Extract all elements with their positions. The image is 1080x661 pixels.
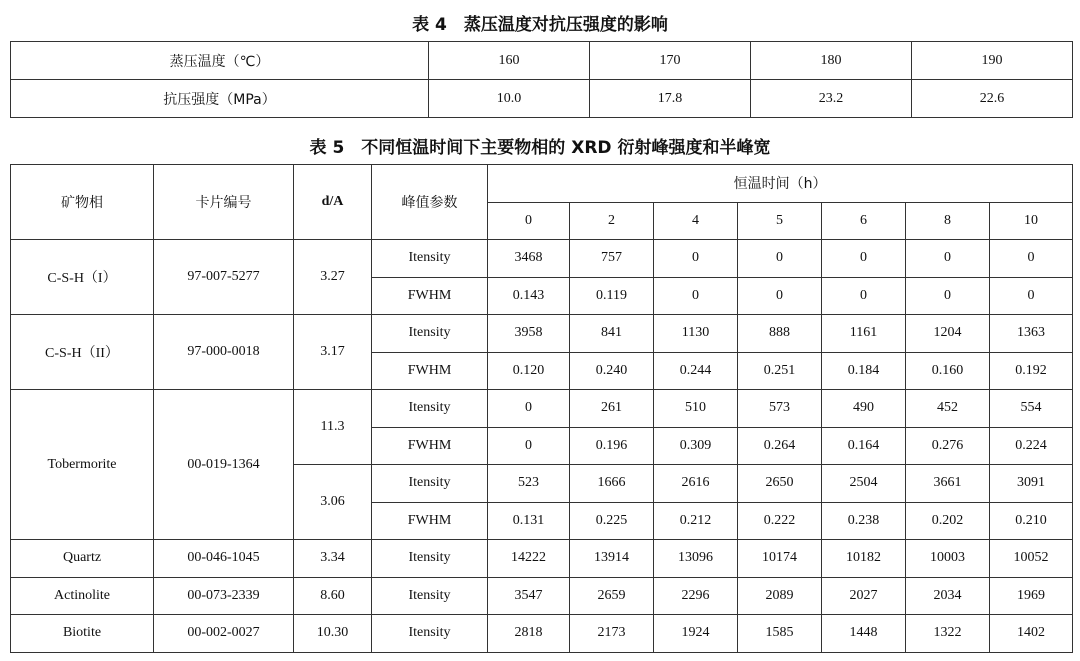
phase-header: 矿物相 — [11, 165, 154, 240]
value-cell: 10182 — [822, 540, 906, 578]
value-cell: 0.120 — [488, 352, 570, 390]
temperature-cell: 170 — [590, 42, 751, 80]
d-spacing-cell: 3.06 — [294, 465, 372, 540]
value-cell: 0 — [906, 240, 990, 278]
value-cell: 0.131 — [488, 502, 570, 540]
temperature-cell: 180 — [751, 42, 912, 80]
value-cell: 0 — [822, 240, 906, 278]
value-cell: 0.240 — [570, 352, 654, 390]
value-cell: 1448 — [822, 615, 906, 653]
value-cell: 490 — [822, 390, 906, 428]
strength-label: 抗压强度（MPa） — [11, 80, 429, 118]
peak-parameter-header: 峰值参数 — [372, 165, 488, 240]
value-cell: 0.210 — [990, 502, 1073, 540]
value-cell: 1322 — [906, 615, 990, 653]
table5-header-row — [11, 165, 1073, 203]
table-row — [11, 577, 1073, 615]
table4-autoclave-temperature — [10, 41, 1073, 118]
value-cell: 0 — [488, 390, 570, 428]
value-cell: 1585 — [738, 615, 822, 653]
peak-parameter-cell: Itensity — [372, 615, 488, 653]
value-cell: 1204 — [906, 315, 990, 353]
table-row — [11, 390, 1073, 428]
d-spacing-cell: 3.34 — [294, 540, 372, 578]
hour-header: 0 — [488, 202, 570, 240]
value-cell: 14222 — [488, 540, 570, 578]
value-cell: 0 — [738, 240, 822, 278]
peak-parameter-cell: FWHM — [372, 502, 488, 540]
card-number-cell: 97-007-5277 — [154, 240, 294, 315]
value-cell: 0.202 — [906, 502, 990, 540]
card-number-header: 卡片编号 — [154, 165, 294, 240]
peak-parameter-cell: Itensity — [372, 315, 488, 353]
value-cell: 0.196 — [570, 427, 654, 465]
value-cell: 0 — [488, 427, 570, 465]
value-cell: 13914 — [570, 540, 654, 578]
strength-cell: 23.2 — [751, 80, 912, 118]
table5-caption: 表 5 不同恒温时间下主要物相的 XRD 衍射峰强度和半峰宽 — [309, 138, 771, 158]
value-cell: 2650 — [738, 465, 822, 503]
strength-cell: 10.0 — [429, 80, 590, 118]
value-cell: 0.164 — [822, 427, 906, 465]
value-cell: 1666 — [570, 465, 654, 503]
phase-name-cell: Tobermorite — [11, 390, 154, 540]
value-cell: 0.238 — [822, 502, 906, 540]
peak-parameter-cell: FWHM — [372, 277, 488, 315]
d-spacing-header: d/A — [294, 165, 372, 240]
value-cell: 3547 — [488, 577, 570, 615]
value-cell: 10174 — [738, 540, 822, 578]
value-cell: 10052 — [990, 540, 1073, 578]
value-cell: 1363 — [990, 315, 1073, 353]
phase-name-cell: C-S-H（I） — [11, 240, 154, 315]
peak-parameter-cell: Itensity — [372, 390, 488, 428]
value-cell: 2818 — [488, 615, 570, 653]
hour-header: 6 — [822, 202, 906, 240]
value-cell: 1924 — [654, 615, 738, 653]
value-cell: 888 — [738, 315, 822, 353]
peak-parameter-cell: Itensity — [372, 465, 488, 503]
hour-header: 4 — [654, 202, 738, 240]
card-number-cell: 00-073-2339 — [154, 577, 294, 615]
table-row — [11, 240, 1073, 278]
d-spacing-cell: 8.60 — [294, 577, 372, 615]
value-cell: 0 — [822, 277, 906, 315]
value-cell: 2034 — [906, 577, 990, 615]
value-cell: 0.212 — [654, 502, 738, 540]
value-cell: 0.225 — [570, 502, 654, 540]
card-number-cell: 00-046-1045 — [154, 540, 294, 578]
phase-name-cell: Biotite — [11, 615, 154, 653]
d-spacing-cell: 11.3 — [294, 390, 372, 465]
strength-cell: 17.8 — [590, 80, 751, 118]
d-spacing-cell: 10.30 — [294, 615, 372, 653]
value-cell: 2173 — [570, 615, 654, 653]
table4-strength-row — [11, 80, 1073, 118]
value-cell: 0.143 — [488, 277, 570, 315]
value-cell: 10003 — [906, 540, 990, 578]
value-cell: 13096 — [654, 540, 738, 578]
value-cell: 0 — [990, 277, 1073, 315]
value-cell: 0 — [906, 277, 990, 315]
value-cell: 554 — [990, 390, 1073, 428]
value-cell: 0.244 — [654, 352, 738, 390]
value-cell: 0.160 — [906, 352, 990, 390]
value-cell: 0 — [654, 277, 738, 315]
value-cell: 0.222 — [738, 502, 822, 540]
strength-cell: 22.6 — [912, 80, 1073, 118]
card-number-cell: 00-002-0027 — [154, 615, 294, 653]
temperature-cell: 160 — [429, 42, 590, 80]
value-cell: 261 — [570, 390, 654, 428]
value-cell: 0.309 — [654, 427, 738, 465]
value-cell: 3091 — [990, 465, 1073, 503]
value-cell: 452 — [906, 390, 990, 428]
value-cell: 2296 — [654, 577, 738, 615]
value-cell: 3468 — [488, 240, 570, 278]
value-cell: 0.251 — [738, 352, 822, 390]
table-row — [11, 540, 1073, 578]
value-cell: 0 — [990, 240, 1073, 278]
hour-header: 2 — [570, 202, 654, 240]
phase-name-cell: C-S-H（II） — [11, 315, 154, 390]
d-spacing-cell: 3.17 — [294, 315, 372, 390]
value-cell: 2659 — [570, 577, 654, 615]
peak-parameter-cell: FWHM — [372, 352, 488, 390]
value-cell: 573 — [738, 390, 822, 428]
phase-name-cell: Quartz — [11, 540, 154, 578]
value-cell: 0.224 — [990, 427, 1073, 465]
hour-header: 10 — [990, 202, 1073, 240]
temperature-label: 蒸压温度（℃） — [11, 42, 429, 80]
value-cell: 757 — [570, 240, 654, 278]
value-cell: 1402 — [990, 615, 1073, 653]
value-cell: 2504 — [822, 465, 906, 503]
card-number-cell: 97-000-0018 — [154, 315, 294, 390]
table4-temperature-row — [11, 42, 1073, 80]
value-cell: 0 — [738, 277, 822, 315]
value-cell: 3958 — [488, 315, 570, 353]
d-spacing-cell: 3.27 — [294, 240, 372, 315]
hour-header: 8 — [906, 202, 990, 240]
table5-xrd-peaks — [10, 164, 1073, 653]
value-cell: 841 — [570, 315, 654, 353]
value-cell: 0 — [654, 240, 738, 278]
value-cell: 510 — [654, 390, 738, 428]
card-number-cell: 00-019-1364 — [154, 390, 294, 540]
table4-caption: 表 4 蒸压温度对抗压强度的影响 — [412, 15, 668, 35]
phase-name-cell: Actinolite — [11, 577, 154, 615]
value-cell: 523 — [488, 465, 570, 503]
value-cell: 3661 — [906, 465, 990, 503]
value-cell: 0.276 — [906, 427, 990, 465]
value-cell: 0.119 — [570, 277, 654, 315]
value-cell: 1161 — [822, 315, 906, 353]
value-cell: 1969 — [990, 577, 1073, 615]
value-cell: 0.184 — [822, 352, 906, 390]
value-cell: 2616 — [654, 465, 738, 503]
value-cell: 0.192 — [990, 352, 1073, 390]
peak-parameter-cell: Itensity — [372, 540, 488, 578]
holding-time-header: 恒温时间（h） — [488, 165, 1073, 203]
table-row — [11, 615, 1073, 653]
peak-parameter-cell: FWHM — [372, 427, 488, 465]
value-cell: 2089 — [738, 577, 822, 615]
hour-header: 5 — [738, 202, 822, 240]
peak-parameter-cell: Itensity — [372, 240, 488, 278]
value-cell: 1130 — [654, 315, 738, 353]
value-cell: 2027 — [822, 577, 906, 615]
temperature-cell: 190 — [912, 42, 1073, 80]
table-row — [11, 315, 1073, 353]
peak-parameter-cell: Itensity — [372, 577, 488, 615]
value-cell: 0.264 — [738, 427, 822, 465]
